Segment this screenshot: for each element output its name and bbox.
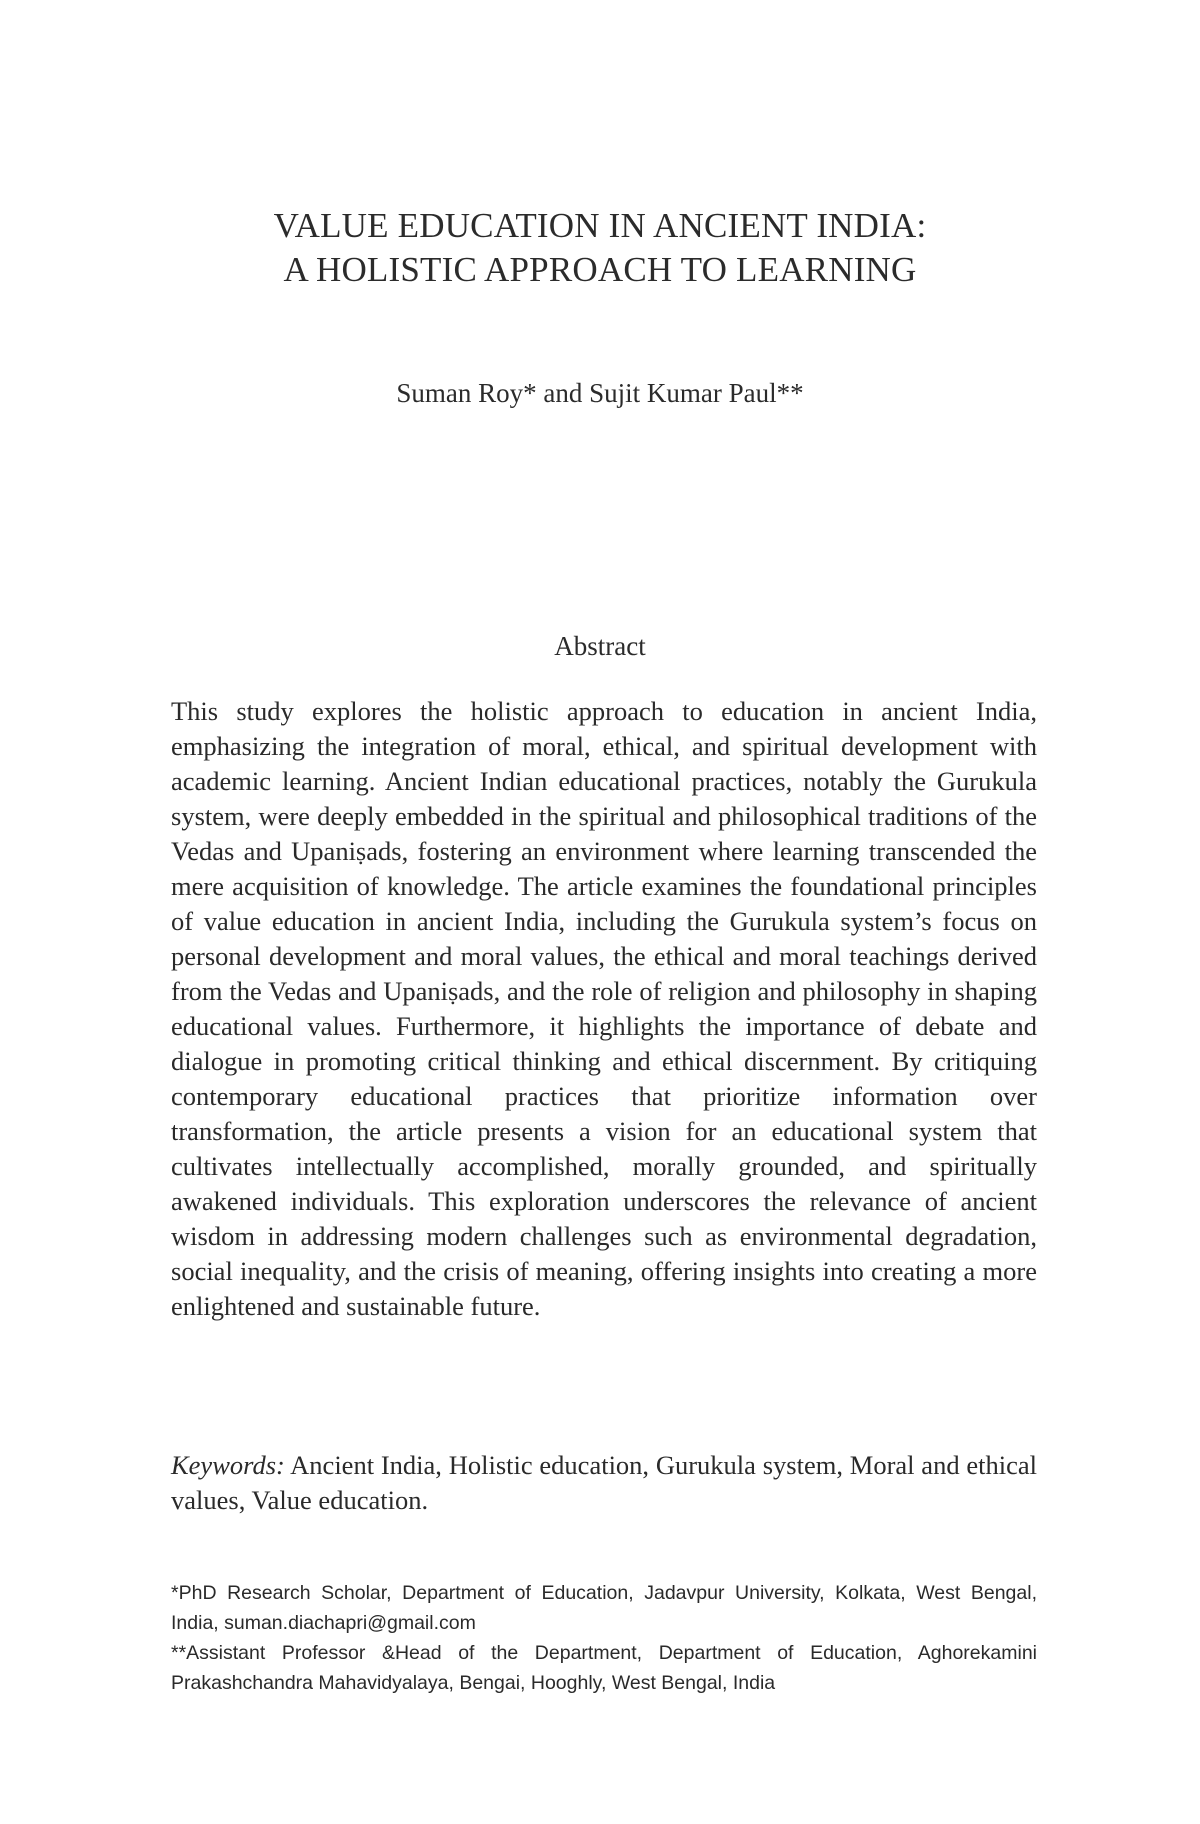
paper-title <box>0 204 1200 292</box>
abstract-body: This study explores the holistic approach to education in ancient India, emphasizing the integration of moral, ethical, and spiritual development with academic learning. Ancient Indian educational practices, notably the Gurukula system, were deeply embedded in the spiritual and philosophical traditions of the Vedas and Upaniṣads, fostering an environment where learning transcended the mere acquisition of knowledge. The article examines the foundational principles of value education in ancient India, including the Gurukula system’s focus on personal development and moral values, the ethical and moral teachings derived from the Vedas and Upaniṣads, and the role of religion and philosophy in shaping educational values. Furthermore, it highlights the importance of debate and dialogue in promoting critical thinking and ethical discernment. By critiquing contemporary educational practices that prioritize information over transformation, the article presents a vision for an educational system that cultivates intellectually accomplished, morally grounded, and spiritually awakened individuals. This exploration underscores the relevance of ancient wisdom in addressing modern challenges such as environmental degradation, social inequality, and the crisis of meaning, offering insights into creating a more enlightened and sustainable future. <box>171 696 1037 1321</box>
footnote-1: *PhD Research Scholar, Department of Education, Jadavpur University, Kolkata, West Bengal, India, suman.diachapri@gmail.com <box>171 1582 1037 1634</box>
footnote-2: **Assistant Professor &Head of the Department, Department of Education, Aghorekamini Prakashchandra Mahavidyalaya, Bengai, Hooghly, West Bengal, India <box>171 1642 1037 1694</box>
keywords-text: Ancient India, Holistic education, Gurukula system, Moral and ethical values, Value education. <box>171 1450 1037 1515</box>
author-list: Suman Roy* and Sujit Kumar Paul** <box>396 378 804 408</box>
title-line-2: A HOLISTIC APPROACH TO LEARNING <box>283 250 917 289</box>
keywords-label: Keywords: <box>171 1450 285 1480</box>
abstract-heading: Abstract <box>554 631 646 661</box>
keywords <box>171 1448 1037 1518</box>
title-line-1: VALUE EDUCATION IN ANCIENT INDIA: <box>273 206 927 245</box>
footnotes <box>171 1578 1037 1698</box>
